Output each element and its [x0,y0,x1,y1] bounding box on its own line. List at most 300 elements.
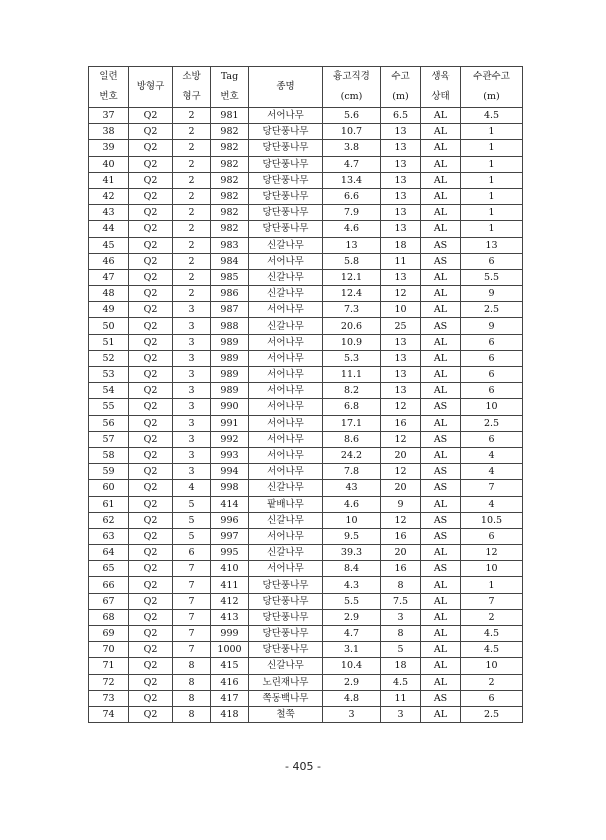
subquadrat-cell: 3 [173,415,211,431]
serial-number-cell: 39 [89,140,129,156]
table-header-row [89,67,523,108]
growth-status-cell: AL [421,188,461,204]
species-cell: 당단풍나무 [249,205,323,221]
quadrat-cell: Q2 [129,496,173,512]
table-row [89,334,523,350]
species-cell: 서어나무 [249,528,323,544]
quadrat-cell: Q2 [129,593,173,609]
tag-number-cell: 982 [211,205,249,221]
growth-status-cell: AL [421,496,461,512]
table-row [89,431,523,447]
quadrat-cell: Q2 [129,706,173,722]
growth-status-cell: AL [421,156,461,172]
species-cell: 신갈나무 [249,269,323,285]
tag-number-cell: 984 [211,253,249,269]
table-row [89,124,523,140]
growth-status-cell: AL [421,383,461,399]
dbh-cell: 4.7 [323,626,381,642]
species-cell: 서어나무 [249,431,323,447]
subquadrat-cell: 8 [173,706,211,722]
serial-number-cell: 54 [89,383,129,399]
serial-number-cell: 46 [89,253,129,269]
quadrat-cell: Q2 [129,253,173,269]
subquadrat-cell: 8 [173,690,211,706]
header-species [249,67,323,108]
table-row [89,350,523,366]
header-dbh [323,67,381,108]
table-row [89,302,523,318]
crown-height-cell: 1 [461,188,523,204]
dbh-cell: 2.9 [323,609,381,625]
serial-number-cell: 58 [89,447,129,463]
growth-status-cell: AL [421,334,461,350]
tag-number-cell: 982 [211,221,249,237]
dbh-cell: 5.8 [323,253,381,269]
crown-height-cell: 9 [461,318,523,334]
crown-height-cell: 1 [461,172,523,188]
table-row [89,221,523,237]
crown-height-cell: 10.5 [461,512,523,528]
tag-number-cell: 999 [211,626,249,642]
quadrat-cell: Q2 [129,286,173,302]
tag-number-cell: 998 [211,480,249,496]
dbh-cell: 43 [323,480,381,496]
growth-status-cell: AS [421,690,461,706]
crown-height-cell: 4.5 [461,108,523,124]
species-cell: 신갈나무 [249,237,323,253]
serial-number-cell: 70 [89,642,129,658]
table-row [89,399,523,415]
header-height-line: (m) [392,91,409,102]
dbh-cell: 7.9 [323,205,381,221]
growth-status-cell: AS [421,480,461,496]
serial-number-cell: 42 [89,188,129,204]
growth-status-cell: AL [421,593,461,609]
quadrat-cell: Q2 [129,269,173,285]
quadrat-cell: Q2 [129,172,173,188]
species-cell: 서어나무 [249,367,323,383]
species-cell: 당단풍나무 [249,156,323,172]
species-cell: 신갈나무 [249,545,323,561]
serial-number-cell: 72 [89,674,129,690]
height-cell: 13 [381,383,421,399]
crown-height-cell: 6 [461,431,523,447]
growth-status-cell: AS [421,561,461,577]
species-cell: 당단풍나무 [249,124,323,140]
serial-number-cell: 52 [89,350,129,366]
crown-height-cell: 6 [461,350,523,366]
height-cell: 8 [381,626,421,642]
header-subquadrat-line: 형구 [182,91,201,102]
crown-height-cell: 2 [461,674,523,690]
subquadrat-cell: 2 [173,286,211,302]
subquadrat-cell: 2 [173,221,211,237]
species-cell: 신갈나무 [249,286,323,302]
quadrat-cell: Q2 [129,188,173,204]
dbh-cell: 3.8 [323,140,381,156]
header-subquadrat-line: 소방 [182,71,201,82]
serial-number-cell: 73 [89,690,129,706]
subquadrat-cell: 8 [173,658,211,674]
crown-height-cell: 6 [461,528,523,544]
quadrat-cell: Q2 [129,431,173,447]
serial-number-cell: 61 [89,496,129,512]
quadrat-cell: Q2 [129,124,173,140]
growth-status-cell: AS [421,237,461,253]
tag-number-cell: 989 [211,350,249,366]
table-row [89,447,523,463]
serial-number-cell: 40 [89,156,129,172]
height-cell: 8 [381,577,421,593]
table-row [89,706,523,722]
height-cell: 13 [381,205,421,221]
tag-number-cell: 417 [211,690,249,706]
growth-status-cell: AL [421,577,461,593]
growth-status-cell: AL [421,367,461,383]
dbh-cell: 7.3 [323,302,381,318]
dbh-cell: 5.5 [323,593,381,609]
crown-height-cell: 12 [461,545,523,561]
quadrat-cell: Q2 [129,140,173,156]
crown-height-cell: 4.5 [461,642,523,658]
tag-number-cell: 982 [211,156,249,172]
crown-height-cell: 1 [461,221,523,237]
species-cell: 당단풍나무 [249,221,323,237]
tag-number-cell: 416 [211,674,249,690]
header-dbh-line: 흉고직경 [333,71,370,82]
crown-height-cell: 1 [461,156,523,172]
quadrat-cell: Q2 [129,512,173,528]
tag-number-cell: 415 [211,658,249,674]
species-cell: 서어나무 [249,383,323,399]
species-cell: 당단풍나무 [249,188,323,204]
quadrat-cell: Q2 [129,350,173,366]
crown-height-cell: 7 [461,480,523,496]
height-cell: 13 [381,350,421,366]
tag-number-cell: 414 [211,496,249,512]
dbh-cell: 12.4 [323,286,381,302]
subquadrat-cell: 3 [173,447,211,463]
growth-status-cell: AL [421,642,461,658]
quadrat-cell: Q2 [129,302,173,318]
height-cell: 13 [381,188,421,204]
serial-number-cell: 57 [89,431,129,447]
species-cell: 서어나무 [249,399,323,415]
tag-number-cell: 982 [211,172,249,188]
quadrat-cell: Q2 [129,447,173,463]
species-cell: 신갈나무 [249,512,323,528]
species-cell: 서어나무 [249,561,323,577]
quadrat-cell: Q2 [129,318,173,334]
subquadrat-cell: 4 [173,480,211,496]
header-tag-number-line: 번호 [220,91,239,102]
header-dbh-line: (cm) [340,91,363,102]
table-row [89,237,523,253]
dbh-cell: 6.6 [323,188,381,204]
tree-survey-table [88,66,523,723]
crown-height-cell: 4 [461,496,523,512]
serial-number-cell: 55 [89,399,129,415]
crown-height-cell: 10 [461,658,523,674]
subquadrat-cell: 3 [173,318,211,334]
species-cell: 신갈나무 [249,480,323,496]
height-cell: 13 [381,367,421,383]
header-tag-number-line: Tag [220,71,239,82]
subquadrat-cell: 2 [173,172,211,188]
quadrat-cell: Q2 [129,642,173,658]
dbh-cell: 10.4 [323,658,381,674]
serial-number-cell: 59 [89,464,129,480]
growth-status-cell: AL [421,286,461,302]
subquadrat-cell: 3 [173,350,211,366]
species-cell: 팥배나무 [249,496,323,512]
species-cell: 서어나무 [249,415,323,431]
serial-number-cell: 45 [89,237,129,253]
dbh-cell: 5.3 [323,350,381,366]
growth-status-cell: AS [421,253,461,269]
serial-number-cell: 69 [89,626,129,642]
growth-status-cell: AL [421,626,461,642]
dbh-cell: 5.6 [323,108,381,124]
table-row [89,172,523,188]
table-body [89,108,523,723]
dbh-cell: 9.5 [323,528,381,544]
crown-height-cell: 6 [461,253,523,269]
table-row [89,577,523,593]
crown-height-cell: 6 [461,334,523,350]
header-quadrat [129,67,173,108]
table-row [89,658,523,674]
dbh-cell: 13 [323,237,381,253]
header-crown-height [461,67,523,108]
quadrat-cell: Q2 [129,156,173,172]
serial-number-cell: 44 [89,221,129,237]
serial-number-cell: 37 [89,108,129,124]
subquadrat-cell: 2 [173,108,211,124]
serial-number-cell: 38 [89,124,129,140]
subquadrat-cell: 2 [173,237,211,253]
height-cell: 25 [381,318,421,334]
growth-status-cell: AL [421,108,461,124]
species-cell: 당단풍나무 [249,609,323,625]
crown-height-cell: 4.5 [461,626,523,642]
tag-number-cell: 411 [211,577,249,593]
table-row [89,642,523,658]
tag-number-cell: 989 [211,367,249,383]
table-row [89,318,523,334]
growth-status-cell: AL [421,658,461,674]
serial-number-cell: 60 [89,480,129,496]
tag-number-cell: 986 [211,286,249,302]
table-row [89,286,523,302]
dbh-cell: 20.6 [323,318,381,334]
dbh-cell: 4.6 [323,496,381,512]
quadrat-cell: Q2 [129,108,173,124]
subquadrat-cell: 2 [173,140,211,156]
header-serial-number-line: 일련 [99,71,118,82]
crown-height-cell: 6 [461,690,523,706]
height-cell: 11 [381,253,421,269]
crown-height-cell: 4 [461,464,523,480]
tag-number-cell: 987 [211,302,249,318]
subquadrat-cell: 3 [173,431,211,447]
serial-number-cell: 53 [89,367,129,383]
subquadrat-cell: 2 [173,253,211,269]
table-row [89,545,523,561]
crown-height-cell: 7 [461,593,523,609]
table-row [89,253,523,269]
quadrat-cell: Q2 [129,690,173,706]
species-cell: 당단풍나무 [249,642,323,658]
dbh-cell: 17.1 [323,415,381,431]
height-cell: 16 [381,415,421,431]
quadrat-cell: Q2 [129,221,173,237]
serial-number-cell: 51 [89,334,129,350]
header-height-line: 수고 [391,71,410,82]
height-cell: 6.5 [381,108,421,124]
species-cell: 당단풍나무 [249,626,323,642]
tag-number-cell: 996 [211,512,249,528]
header-crown-height-line: 수관수고 [473,71,510,82]
growth-status-cell: AL [421,140,461,156]
height-cell: 20 [381,545,421,561]
header-growth-status-line: 생육 [431,71,450,82]
growth-status-cell: AL [421,350,461,366]
tag-number-cell: 994 [211,464,249,480]
tag-number-cell: 981 [211,108,249,124]
dbh-cell: 39.3 [323,545,381,561]
subquadrat-cell: 2 [173,269,211,285]
dbh-cell: 8.4 [323,561,381,577]
growth-status-cell: AL [421,447,461,463]
serial-number-cell: 47 [89,269,129,285]
crown-height-cell: 10 [461,399,523,415]
height-cell: 12 [381,431,421,447]
table-row [89,528,523,544]
tag-number-cell: 412 [211,593,249,609]
dbh-cell: 10 [323,512,381,528]
height-cell: 12 [381,399,421,415]
table-row [89,496,523,512]
quadrat-cell: Q2 [129,205,173,221]
quadrat-cell: Q2 [129,577,173,593]
dbh-cell: 4.8 [323,690,381,706]
species-cell: 서어나무 [249,302,323,318]
height-cell: 18 [381,658,421,674]
subquadrat-cell: 8 [173,674,211,690]
dbh-cell: 4.6 [323,221,381,237]
quadrat-cell: Q2 [129,383,173,399]
tag-number-cell: 993 [211,447,249,463]
species-cell: 당단풍나무 [249,140,323,156]
quadrat-cell: Q2 [129,658,173,674]
species-cell: 서어나무 [249,350,323,366]
serial-number-cell: 49 [89,302,129,318]
growth-status-cell: AL [421,124,461,140]
table-row [89,593,523,609]
table-row [89,609,523,625]
subquadrat-cell: 3 [173,334,211,350]
species-cell: 서어나무 [249,464,323,480]
tag-number-cell: 410 [211,561,249,577]
subquadrat-cell: 3 [173,399,211,415]
subquadrat-cell: 2 [173,188,211,204]
serial-number-cell: 74 [89,706,129,722]
serial-number-cell: 71 [89,658,129,674]
table-row [89,674,523,690]
subquadrat-cell: 7 [173,609,211,625]
subquadrat-cell: 7 [173,593,211,609]
quadrat-cell: Q2 [129,367,173,383]
growth-status-cell: AL [421,415,461,431]
serial-number-cell: 67 [89,593,129,609]
serial-number-cell: 65 [89,561,129,577]
serial-number-cell: 43 [89,205,129,221]
quadrat-cell: Q2 [129,609,173,625]
species-cell: 철쭉 [249,706,323,722]
growth-status-cell: AS [421,464,461,480]
height-cell: 7.5 [381,593,421,609]
growth-status-cell: AS [421,431,461,447]
crown-height-cell: 13 [461,237,523,253]
subquadrat-cell: 5 [173,496,211,512]
crown-height-cell: 2.5 [461,302,523,318]
quadrat-cell: Q2 [129,464,173,480]
tag-number-cell: 983 [211,237,249,253]
tag-number-cell: 988 [211,318,249,334]
crown-height-cell: 1 [461,124,523,140]
height-cell: 9 [381,496,421,512]
dbh-cell: 13.4 [323,172,381,188]
header-subquadrat [173,67,211,108]
height-cell: 11 [381,690,421,706]
table-row [89,415,523,431]
quadrat-cell: Q2 [129,237,173,253]
tag-number-cell: 1000 [211,642,249,658]
table-row [89,188,523,204]
serial-number-cell: 64 [89,545,129,561]
subquadrat-cell: 3 [173,383,211,399]
height-cell: 13 [381,269,421,285]
dbh-cell: 10.7 [323,124,381,140]
dbh-cell: 24.2 [323,447,381,463]
quadrat-cell: Q2 [129,528,173,544]
species-cell: 쪽동백나무 [249,690,323,706]
header-growth-status [421,67,461,108]
dbh-cell: 7.8 [323,464,381,480]
subquadrat-cell: 2 [173,205,211,221]
species-cell: 신갈나무 [249,318,323,334]
dbh-cell: 2.9 [323,674,381,690]
crown-height-cell: 6 [461,383,523,399]
species-cell: 당단풍나무 [249,577,323,593]
growth-status-cell: AL [421,609,461,625]
subquadrat-cell: 7 [173,577,211,593]
serial-number-cell: 48 [89,286,129,302]
growth-status-cell: AL [421,269,461,285]
quadrat-cell: Q2 [129,415,173,431]
serial-number-cell: 50 [89,318,129,334]
height-cell: 12 [381,286,421,302]
height-cell: 13 [381,334,421,350]
crown-height-cell: 1 [461,205,523,221]
species-cell: 당단풍나무 [249,172,323,188]
quadrat-cell: Q2 [129,674,173,690]
quadrat-cell: Q2 [129,480,173,496]
serial-number-cell: 68 [89,609,129,625]
tag-number-cell: 989 [211,334,249,350]
dbh-cell: 12.1 [323,269,381,285]
